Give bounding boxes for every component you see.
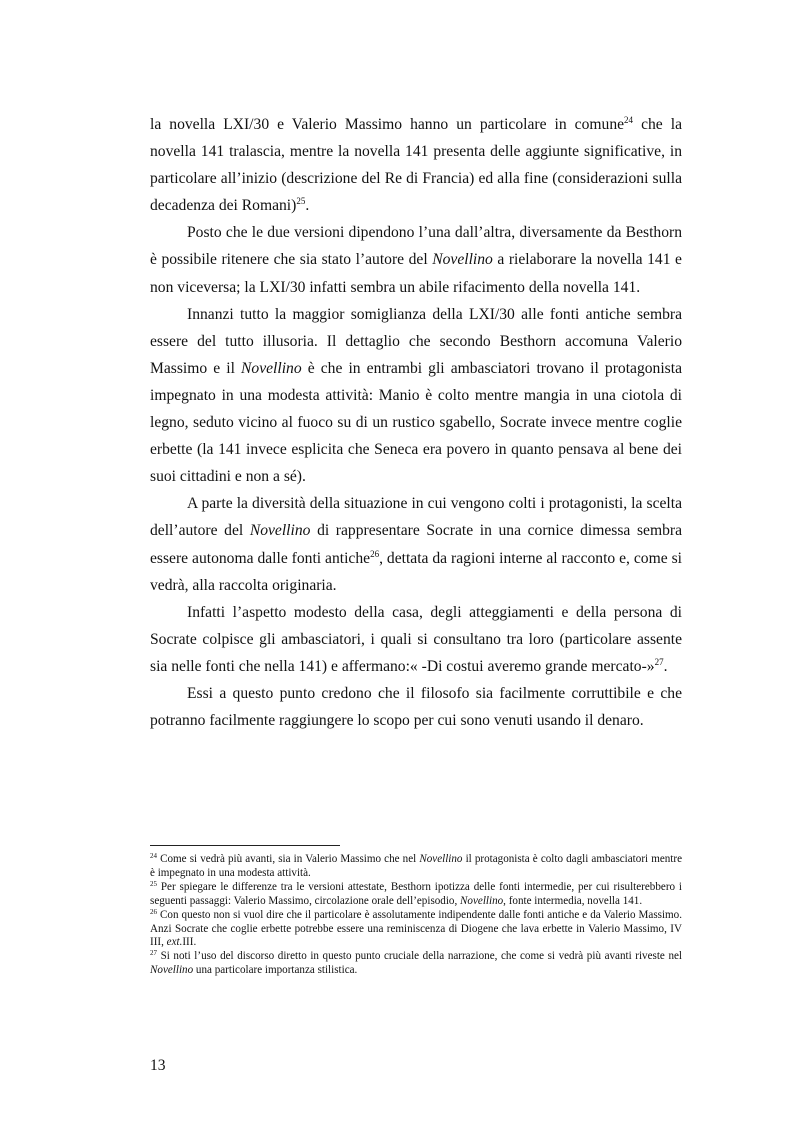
italic-text: ext. (166, 936, 183, 949)
italic-text: Novellino (432, 251, 493, 269)
text-run: che la novella 141 tralascia, mentre la novella 141 presenta delle aggiunte significative, in particolare all’inizio (descrizione del Re di Francia) ed alla fine (considerazioni sulla decadenza dei Romani) (150, 116, 682, 215)
text-run: . (663, 657, 668, 675)
text-run: . (305, 197, 310, 215)
footnote-ref: 26 (370, 548, 380, 559)
text-run: A parte la diversità della situazione in cui vengono colti i protagonisti, la scelta dell’autore del (150, 495, 682, 540)
footnote-ref: 24 (150, 852, 157, 860)
italic-text: Novellino (150, 964, 194, 977)
paragraph (150, 219, 682, 300)
footnote-ref: 24 (624, 115, 634, 125)
text-run: Innanzi tutto la maggior somiglianza della LXI/30 alle fonti antiche sembra essere del tutto illusoria. Il dettaglio che secondo Besthorn accomuna Valerio Massimo e il (150, 305, 682, 377)
paragraph (150, 111, 682, 219)
text-run: Con questo non si vuol dire che il particolare è assolutamente indipendente dalle fonti antiche e da Valerio Massimo. Anzi Socrate che coglie erbette potrebbe essere una reminiscenza di Diogene che lava erbette in Valerio Massimo, IV III, (150, 908, 682, 949)
body-text (150, 111, 682, 734)
text-run: il protagonista è colto dagli ambasciatori mentre è impegnato in una modesta attività. (150, 853, 683, 879)
footnote-ref: 27 (654, 656, 664, 667)
text-run: di rappresentare Socrate in una cornice dimessa sembra essere autonoma dalle fonti antiche (150, 522, 682, 567)
text-run: , fonte intermedia, novella 141. (503, 894, 643, 907)
text-run: la novella LXI/30 e Valerio Massimo hanno un particolare in comune (150, 116, 625, 133)
text-run: Posto che le due versioni dipendono l’una dall’altra, diversamente da Besthorn è possibile ritenere che sia stato l’autore del (150, 224, 682, 269)
paragraph (150, 490, 682, 598)
page-number: 13 (150, 1057, 166, 1074)
text-run: , dettata da ragioni interne al racconto e, come si vedrà, alla raccolta originaria. (150, 549, 682, 594)
italic-text: Novellino (249, 522, 311, 540)
text-run: Si noti l’uso del discorso diretto in questo punto cruciale della narrazione, che come si vedrà più avanti riveste nel (157, 950, 682, 963)
footnotes (150, 853, 682, 978)
text-run: una particolare importanza stilistica. (193, 964, 358, 977)
footnote (150, 853, 682, 881)
footnote (150, 909, 682, 951)
paragraph (150, 599, 682, 680)
text-run: Per spiegare le differenze tra le versioni attestate, Besthorn ipotizza delle fonti intermedie, per cui risulterebbero i seguenti passaggi: Valerio Massimo, circolazione orale dell’episodio, (150, 880, 682, 907)
footnote-ref: 26 (150, 907, 157, 916)
footnote-ref: 25 (296, 196, 306, 207)
text-run: Infatti l’aspetto modesto della casa, degli atteggiamenti e della persona di Socrate colpisce gli ambasciatori, i quali si consultano tra loro (particolare assente sia nelle fonti che nella 141) e affermano:« -Di costui averemo grande mercato-» (150, 603, 682, 675)
footnote (150, 950, 682, 978)
text-run: III. (182, 936, 197, 949)
italic-text: Novellino (419, 853, 463, 865)
text-run: Essi a questo punto credono che il filosofo sia facilmente corruttibile e che potranno facilmente raggiungere lo scopo per cui sono venuti usando il denaro. (150, 684, 682, 730)
footnote (150, 881, 682, 909)
text-run: Come si vedrà più avanti, sia in Valerio Massimo che nel (157, 853, 420, 865)
paragraph (150, 680, 682, 734)
footnote-ref: 27 (150, 949, 157, 958)
paragraph (150, 301, 682, 491)
footnote-ref: 25 (150, 879, 157, 888)
italic-text: Novellino (460, 894, 504, 907)
italic-text: Novellino (241, 359, 302, 377)
text-run: è che in entrambi gli ambasciatori trovano il protagonista impegnato in una modesta attività: Manio è colto mentre mangia in una ciotola di legno, seduto vicino al fuoco su di un rustico sgabello, Socrate invece mentre coglie erbette (la 141 invece esplicita che Seneca era povero in quanto pensava al bene dei suoi cittadini e non a sé). (150, 359, 682, 486)
text-run: a rielaborare la novella 141 e non viceversa; la LXI/30 infatti sembra un abile rifacimento della novella 141. (150, 251, 682, 296)
footnote-separator (150, 845, 340, 846)
